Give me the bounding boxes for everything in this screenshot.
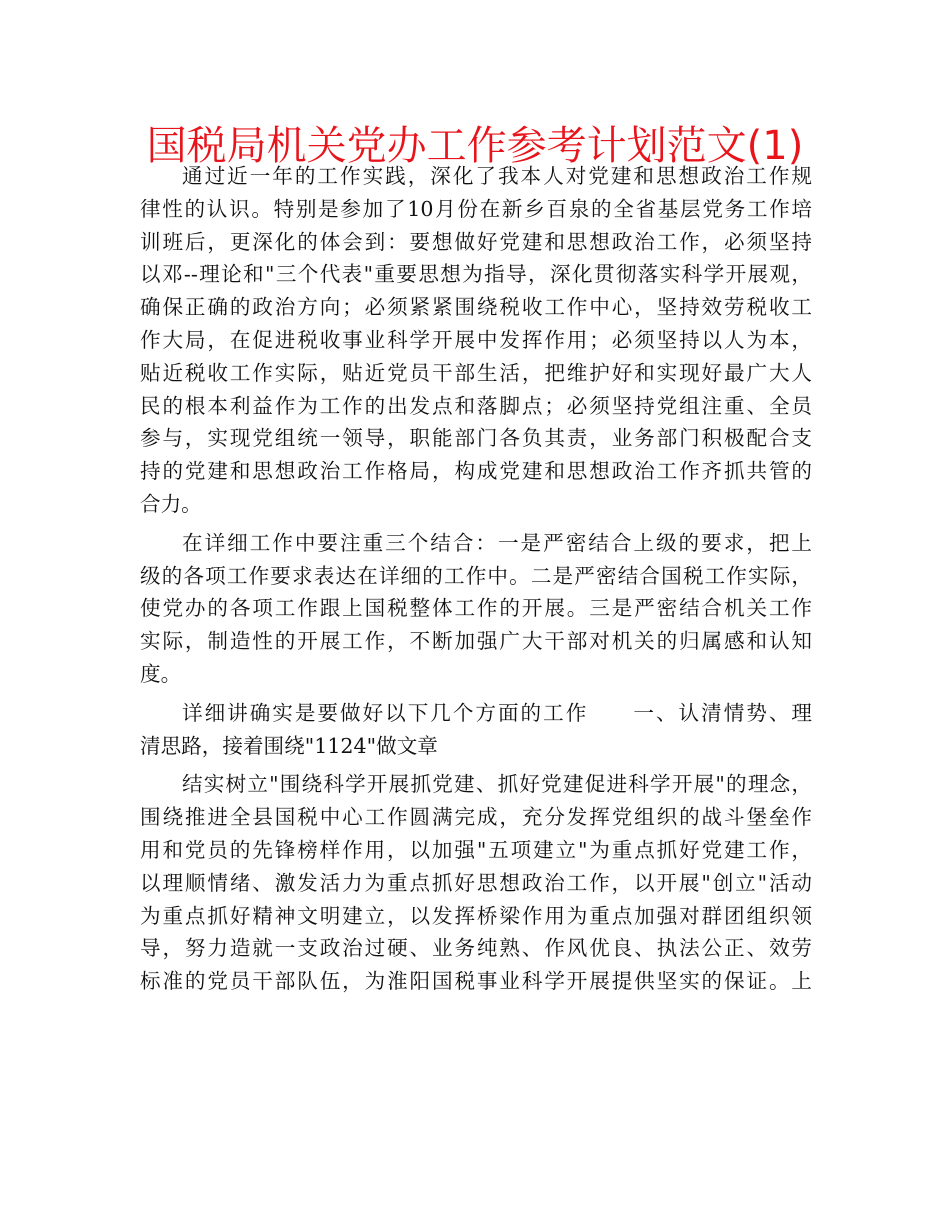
paragraph-4 [140, 768, 812, 998]
text-line: 确保正确的政治方向；必须紧紧围绕税收工作中心，坚持效劳税收工 [140, 295, 812, 320]
text-line: 在详细工作中要注重三个结合：一是严密结合上级的要求，把上 [182, 530, 812, 555]
text-line: 律性的认识。特别是参加了10月份在新乡百泉的全省基层党务工作培 [140, 196, 812, 221]
paragraph-1 [140, 160, 812, 521]
document-body [140, 160, 812, 1004]
text-line: 导，努力造就一支政治过硬、业务纯熟、作风优良、执法公正、效劳 [140, 936, 812, 961]
paragraph-2 [140, 527, 812, 691]
paragraph-3 [140, 697, 812, 763]
text-line: 通过近一年的工作实践，深化了我本人对党建和思想政治工作规 [182, 164, 812, 188]
text-line: 以邓--理论和"三个代表"重要思想为指导，深化贯彻落实科学开展观， [140, 262, 812, 287]
text-line: 为重点抓好精神文明建立，以发挥桥梁作用为重点加强对群团组织领 [140, 903, 812, 928]
text-line: 民的根本利益作为工作的出发点和落脚点；必须坚持党组注重、全员 [140, 393, 812, 418]
text-line: 标准的党员干部队伍，为淮阳国税事业科学开展提供坚实的保证。上 [140, 969, 812, 994]
text-line: 清思路，接着围绕"1124"做文章 [140, 733, 438, 758]
text-line: 实际，制造性的开展工作，不断加强广大干部对机关的归属感和认知 [140, 629, 812, 654]
text-line: 以理顺情绪、激发活力为重点抓好思想政治工作，以开展"创立"活动 [140, 870, 812, 895]
text-line: 合力。 [140, 491, 202, 516]
text-line: 作大局，在促进税收事业科学开展中发挥作用；必须坚持以人为本， [140, 327, 812, 352]
text-line: 贴近税收工作实际，贴近党员干部生活，把维护好和实现好最广大人 [140, 360, 812, 385]
text-line: 结实树立"围绕科学开展抓党建、抓好党建促进科学开展"的理念， [182, 772, 812, 797]
text-line: 参与，实现党组统一领导，职能部门各负其责，业务部门积极配合支 [140, 426, 812, 451]
document-title: 国税局机关党办工作参考计划范文(1) [146, 123, 804, 169]
text-line: 围绕推进全县国税中心工作圆满完成，充分发挥党组织的战斗堡垒作 [140, 805, 812, 830]
text-line: 级的各项工作要求表达在详细的工作中。二是严密结合国税工作实际， [140, 563, 812, 588]
text-line: 使党办的各项工作跟上国税整体工作的开展。三是严密结合机关工作 [140, 596, 812, 621]
text-line: 训班后，更深化的体会到：要想做好党建和思想政治工作，必须坚持 [140, 229, 812, 254]
text-line: 详细讲确实是要做好以下几个方面的工作 一、认清情势、理 [182, 700, 812, 725]
text-line: 用和党员的先锋榜样作用，以加强"五项建立"为重点抓好党建工作， [140, 837, 812, 862]
text-line: 度。 [140, 661, 182, 686]
text-line: 持的党建和思想政治工作格局，构成党建和思想政治工作齐抓共管的 [140, 459, 812, 484]
